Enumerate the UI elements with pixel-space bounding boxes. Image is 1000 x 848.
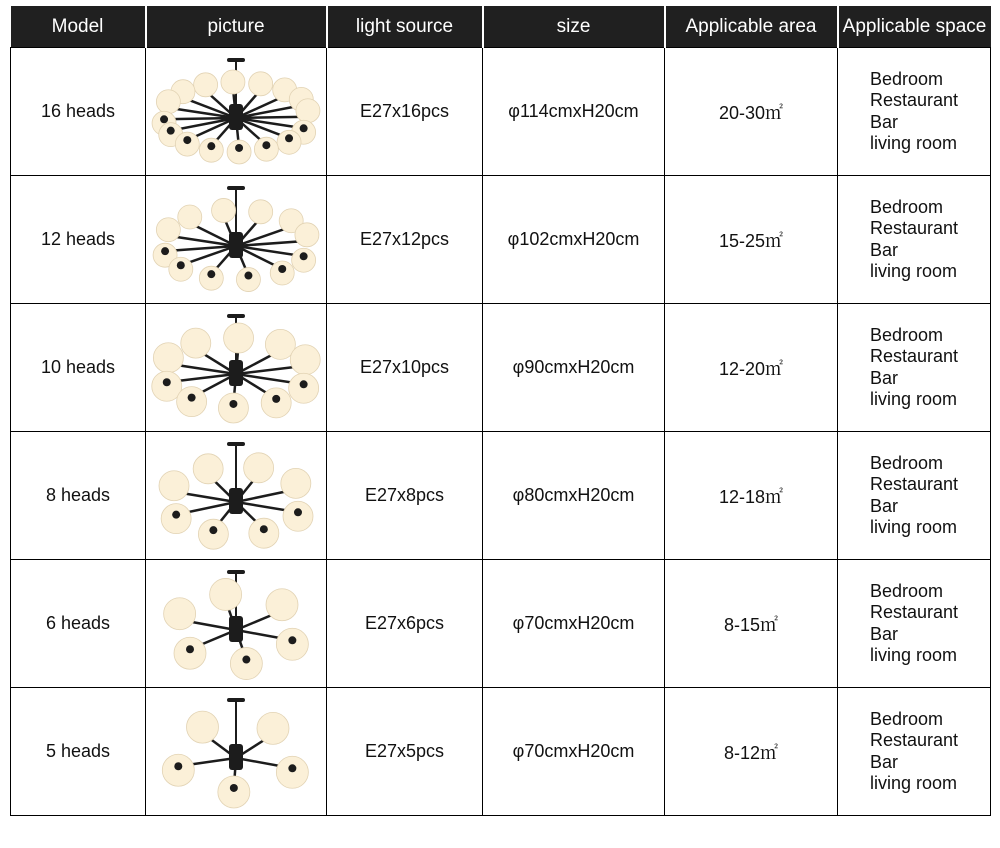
- header-applicable-area: Applicable area: [665, 6, 838, 48]
- area-cell: 12-18㎡: [665, 432, 838, 560]
- globe: [193, 453, 223, 483]
- hub: [229, 232, 243, 258]
- globe: [295, 222, 319, 246]
- globe: [162, 754, 194, 786]
- space-cell: [838, 688, 991, 816]
- socket: [207, 142, 215, 150]
- globe: [186, 711, 218, 743]
- space-list: [870, 197, 958, 283]
- table-row: [11, 176, 991, 304]
- picture-cell: [146, 176, 327, 304]
- light-source-cell: E27x6pcs: [327, 560, 483, 688]
- canopy: [227, 570, 245, 574]
- picture-cell: [146, 48, 327, 176]
- header-row: [11, 6, 991, 48]
- light-source-cell: E27x10pcs: [327, 304, 483, 432]
- space-item: Bar: [869, 239, 898, 260]
- space-item: Bedroom: [869, 708, 944, 729]
- space-item: living room: [869, 773, 957, 793]
- socket: [209, 526, 217, 534]
- globe: [290, 344, 320, 374]
- space-item: Bedroom: [869, 196, 944, 217]
- picture-cell: [146, 304, 327, 432]
- space-list: [870, 581, 958, 667]
- socket: [207, 270, 215, 278]
- socket: [300, 380, 308, 388]
- arm: [236, 116, 308, 117]
- size-cell: φ80cmxH20cm: [483, 432, 665, 560]
- table-row: [11, 688, 991, 816]
- socket: [188, 393, 196, 401]
- socket: [229, 399, 237, 407]
- globe: [156, 89, 180, 113]
- size-cell: φ114cmxH20cm: [483, 48, 665, 176]
- table-row: [11, 48, 991, 176]
- space-item: living room: [869, 389, 957, 409]
- globe: [249, 71, 273, 95]
- light-source-cell: E27x12pcs: [327, 176, 483, 304]
- globe: [296, 98, 320, 122]
- spec-table: [10, 6, 991, 816]
- space-item: Restaurant: [869, 90, 959, 110]
- picture-cell: [146, 432, 327, 560]
- socket: [186, 645, 194, 653]
- model-cell: 8 heads: [11, 432, 146, 560]
- header-model: Model: [11, 6, 146, 48]
- space-item: Restaurant: [869, 474, 959, 494]
- socket: [174, 762, 182, 770]
- size-cell: φ102cmxH20cm: [483, 176, 665, 304]
- chandelier-image: [147, 436, 325, 556]
- space-list: [870, 69, 958, 155]
- light-source-cell: E27x8pcs: [327, 432, 483, 560]
- size-cell: φ90cmxH20cm: [483, 304, 665, 432]
- socket: [294, 508, 302, 516]
- globe: [218, 392, 248, 422]
- canopy: [227, 314, 245, 318]
- space-item: Bar: [869, 111, 898, 132]
- globe: [212, 198, 236, 222]
- canopy: [227, 442, 245, 446]
- header-picture: picture: [146, 6, 327, 48]
- space-item: living room: [869, 133, 957, 153]
- globe: [153, 342, 183, 372]
- hub: [229, 616, 243, 642]
- space-cell: [838, 432, 991, 560]
- space-list: [870, 325, 958, 411]
- space-list: [870, 709, 958, 795]
- socket: [167, 126, 175, 134]
- table-row: [11, 560, 991, 688]
- space-item: Restaurant: [869, 218, 959, 238]
- space-item: Bedroom: [869, 68, 944, 89]
- hub: [229, 488, 243, 514]
- globe: [257, 712, 289, 744]
- socket: [272, 394, 280, 402]
- socket: [285, 134, 293, 142]
- canopy: [227, 186, 245, 190]
- area-cell: 20-30㎡: [665, 48, 838, 176]
- space-item: living room: [869, 261, 957, 281]
- space-item: Bar: [869, 495, 898, 516]
- table-row: [11, 432, 991, 560]
- space-cell: [838, 560, 991, 688]
- socket: [163, 378, 171, 386]
- chandelier-image: [147, 692, 325, 812]
- space-item: Bar: [869, 367, 898, 388]
- size-cell: φ70cmxH20cm: [483, 688, 665, 816]
- globe: [249, 199, 273, 223]
- header-light-source: light source: [327, 6, 483, 48]
- space-item: Restaurant: [869, 602, 959, 622]
- globe: [194, 72, 218, 96]
- socket: [172, 510, 180, 518]
- space-item: Restaurant: [869, 730, 959, 750]
- table-row: [11, 304, 991, 432]
- socket: [244, 271, 252, 279]
- model-cell: 10 heads: [11, 304, 146, 432]
- socket: [242, 655, 250, 663]
- space-item: living room: [869, 517, 957, 537]
- header-applicable-space: Applicable space: [838, 6, 991, 48]
- globe: [164, 597, 196, 629]
- light-source-cell: E27x5pcs: [327, 688, 483, 816]
- socket: [300, 252, 308, 260]
- socket: [288, 636, 296, 644]
- space-item: Bedroom: [869, 580, 944, 601]
- space-item: living room: [869, 645, 957, 665]
- chandelier-image: [147, 564, 325, 684]
- space-cell: [838, 176, 991, 304]
- globe: [266, 588, 298, 620]
- socket: [278, 264, 286, 272]
- header-size: size: [483, 6, 665, 48]
- socket: [177, 261, 185, 269]
- hub: [229, 360, 243, 386]
- picture-cell: [146, 560, 327, 688]
- space-cell: [838, 304, 991, 432]
- globe: [159, 470, 189, 500]
- space-item: Restaurant: [869, 346, 959, 366]
- model-cell: 6 heads: [11, 560, 146, 688]
- space-item: Bedroom: [869, 452, 944, 473]
- socket: [161, 247, 169, 255]
- socket: [183, 136, 191, 144]
- model-cell: 16 heads: [11, 48, 146, 176]
- globe: [181, 328, 211, 358]
- space-list: [870, 453, 958, 539]
- area-cell: 15-25㎡: [665, 176, 838, 304]
- area-cell: 8-12㎡: [665, 688, 838, 816]
- size-cell: φ70cmxH20cm: [483, 560, 665, 688]
- globe: [156, 217, 180, 241]
- globe: [221, 70, 245, 94]
- socket: [230, 783, 238, 791]
- area-cell: 12-20㎡: [665, 304, 838, 432]
- socket: [288, 764, 296, 772]
- globe: [178, 205, 202, 229]
- socket: [235, 143, 243, 151]
- model-cell: 5 heads: [11, 688, 146, 816]
- chandelier-image: [147, 180, 325, 300]
- canopy: [227, 58, 245, 62]
- hub: [229, 104, 243, 130]
- socket: [260, 525, 268, 533]
- model-cell: 12 heads: [11, 176, 146, 304]
- chandelier-image: [147, 308, 325, 428]
- globe: [210, 578, 242, 610]
- space-cell: [838, 48, 991, 176]
- area-cell: 8-15㎡: [665, 560, 838, 688]
- space-item: Bedroom: [869, 324, 944, 345]
- globe: [244, 452, 274, 482]
- picture-cell: [146, 688, 327, 816]
- space-item: Bar: [869, 751, 898, 772]
- socket: [160, 115, 168, 123]
- globe: [224, 323, 254, 353]
- socket: [300, 124, 308, 132]
- globe: [281, 468, 311, 498]
- spec-table-container: [10, 6, 990, 816]
- socket: [262, 141, 270, 149]
- chandelier-image: [147, 52, 325, 172]
- hub: [229, 744, 243, 770]
- canopy: [227, 698, 245, 702]
- space-item: Bar: [869, 623, 898, 644]
- light-source-cell: E27x16pcs: [327, 48, 483, 176]
